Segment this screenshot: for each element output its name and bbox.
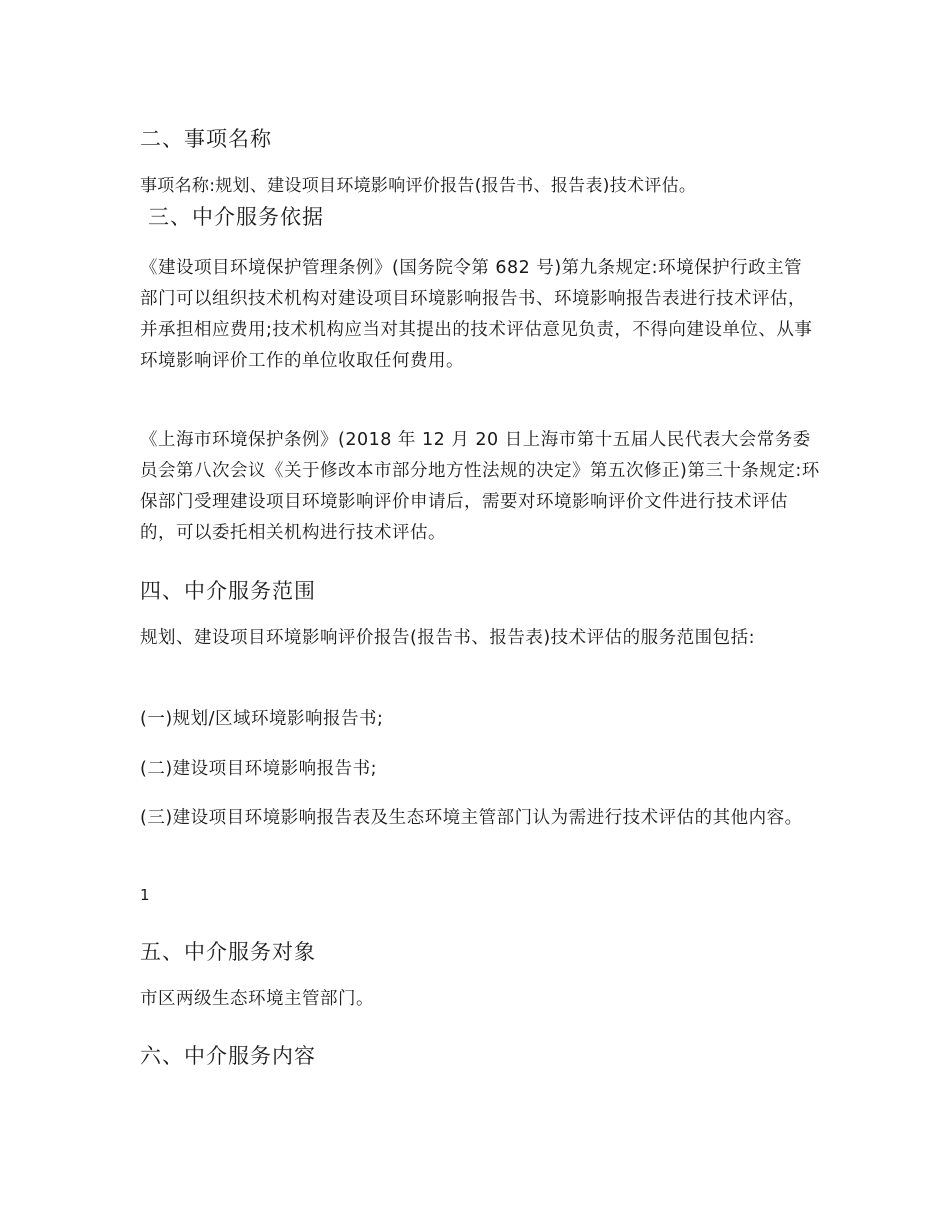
scope-list-item: (一)规划/区域环境影响报告书; [140,709,384,729]
scope-intro-paragraph: 规划、建设项目环境影响评价报告(报告书、报告表)技术评估的服务范围包括: [140,628,756,648]
section-heading-service-basis: 三、中介服务依据 [148,205,324,229]
regulation-paragraph-national: 《建设项目环境保护管理条例》(国务院令第 682 号)第九条规定:环境保护行政主管部门可以组织技术机构对建设项目环境影响报告书、环境影响报告表进行技术评估，并承担相应费用;技术机构应当对其提出的技术评估意见负责，不得向建设单位、从事环境影响评价工作的单位收取任何费用。 [140,258,813,371]
scope-list-item: (三)建设项目环境影响报告表及生态环境主管部门认为需进行技术评估的其他内容。 [140,808,803,828]
regulation-paragraph-shanghai: 《上海市环境保护条例》(2018 年 12 月 20 日上海市第十五届人民代表大会常务委员会第八次会议《关于修改本市部分地方性法规的决定》第五次修正)第三十条规定:环保部门受理建设项目环境影响评价申请后，需要对环境影响评价文件进行技术评估的，可以委托相关机构进行技术评估。 [140,430,820,543]
section-heading-service-scope: 四、中介服务范围 [140,579,316,603]
page-number: 1 [140,886,150,904]
section-heading-service-content: 六、中介服务内容 [140,1044,316,1068]
scope-list-item: (二)建设项目环境影响报告书; [140,759,378,779]
service-target-paragraph: 市区两级生态环境主管部门。 [140,989,374,1009]
section-heading-service-target: 五、中介服务对象 [140,940,316,964]
section-heading-item-name: 二、事项名称 [140,127,272,151]
item-name-paragraph: 事项名称:规划、建设项目环境影响评价报告(报告书、报告表)技术评估。 [140,176,697,196]
